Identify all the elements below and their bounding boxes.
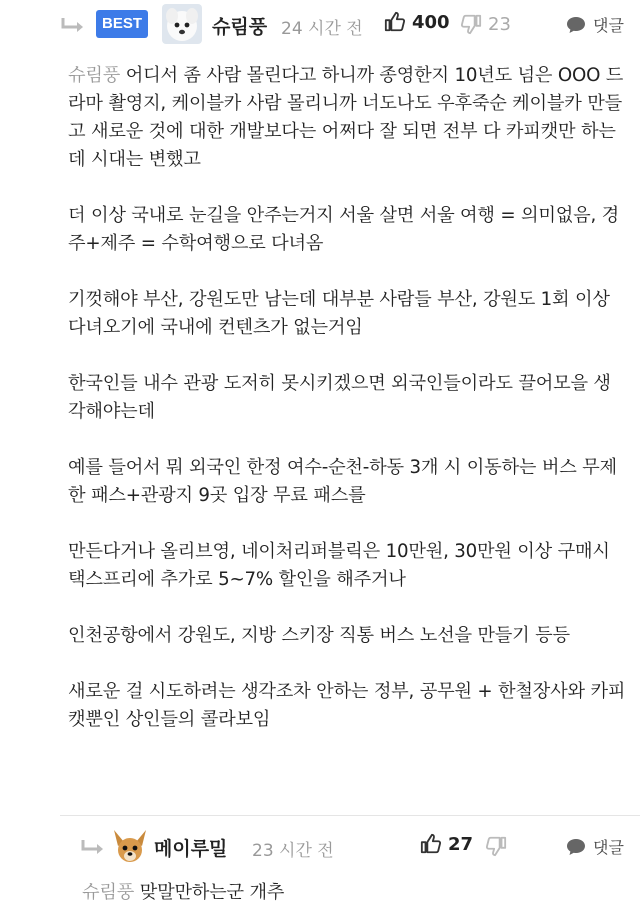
avatar-white-dog-icon bbox=[162, 4, 202, 44]
best-badge: BEST bbox=[96, 10, 148, 38]
thumbs-down-icon bbox=[460, 13, 482, 35]
reply-label: 댓글 bbox=[593, 16, 624, 35]
reply-button[interactable] bbox=[565, 835, 624, 858]
comment-paragraph: 예를 들어서 뭐 외국인 한정 여수-순천-하동 3개 시 이동하는 버스 무제한 패스+관광지 9곳 입장 무료 패스를 bbox=[68, 457, 617, 506]
reply-arrow-icon bbox=[80, 838, 106, 856]
comment-time: 23 시간 전 bbox=[252, 841, 334, 861]
dislike-button[interactable] bbox=[460, 13, 511, 35]
reply-arrow-icon bbox=[60, 16, 86, 34]
mention[interactable]: 슈림풍 bbox=[82, 882, 135, 903]
comment-header bbox=[0, 0, 640, 50]
comment-paragraph: 한국인들 내수 관광 도저히 못시키겠으면 외국인들이라도 끌어모을 생각해야는데 bbox=[68, 373, 611, 422]
comment-paragraph: 인천공항에서 강원도, 지방 스키장 직통 버스 노선을 만들기 등등 bbox=[68, 625, 570, 646]
comment-paragraph: 슈림풍 어디서 좀 사람 몰린다고 하니까 종영한지 10년도 넘은 OOO 드라마 촬영지, 케이블카 사람 몰리니까 너도나도 우후죽순 케이블카 만들고 새로운 것에 대한 개발보다는 어쩌다 잘 되면 전부 다 카피캣만 하는데 시대는 변했고 bbox=[68, 65, 624, 170]
comment-paragraph: 기껏해야 부산, 강원도만 남는데 대부분 사람들 부산, 강원도 1회 이상 다녀오기에 국내에 컨텐츠가 없는거임 bbox=[68, 289, 610, 338]
speech-bubble-icon bbox=[565, 15, 587, 35]
dislike-count: 23 bbox=[488, 13, 511, 35]
reply-button[interactable] bbox=[565, 13, 624, 36]
like-count: 27 bbox=[448, 833, 474, 855]
thumbs-down-icon bbox=[485, 835, 507, 857]
thumbs-up-icon bbox=[420, 833, 442, 855]
like-button[interactable] bbox=[384, 11, 450, 33]
comment-body bbox=[68, 62, 628, 762]
thumbs-up-icon bbox=[384, 11, 406, 33]
like-button[interactable] bbox=[420, 833, 473, 855]
avatar[interactable] bbox=[110, 826, 150, 866]
comment-paragraph: 새로운 걸 시도하려는 생각조차 안하는 정부, 공무원 + 한철장사와 카피캣뿐인 상인들의 콜라보임 bbox=[68, 681, 626, 730]
comment-author[interactable]: 메이루밀 bbox=[154, 838, 228, 860]
comment-time: 24 시간 전 bbox=[281, 19, 363, 39]
avatar[interactable] bbox=[162, 4, 202, 44]
comment-author[interactable]: 슈림풍 bbox=[212, 16, 268, 38]
comment-body bbox=[82, 879, 640, 907]
speech-bubble-icon bbox=[565, 837, 587, 857]
comment-divider bbox=[60, 815, 640, 816]
comment-paragraph: 만든다거나 올리브영, 네이처리퍼블릭은 10만원, 30만원 이상 구매시 택스프리에 추가로 5~7% 할인을 해주거나 bbox=[68, 541, 610, 590]
like-count: 400 bbox=[412, 11, 450, 33]
avatar-chihuahua-icon bbox=[110, 826, 150, 866]
mention[interactable]: 슈림풍 bbox=[68, 65, 121, 86]
dislike-button[interactable] bbox=[485, 835, 507, 857]
comment-text: 맞말만하는군 개추 bbox=[139, 882, 285, 903]
reply-label: 댓글 bbox=[593, 838, 624, 857]
comment-paragraph: 더 이상 국내로 눈길을 안주는거지 서울 살면 서울 여행 = 의미없음, 경주+제주 = 수학여행으로 다녀옴 bbox=[68, 205, 619, 254]
